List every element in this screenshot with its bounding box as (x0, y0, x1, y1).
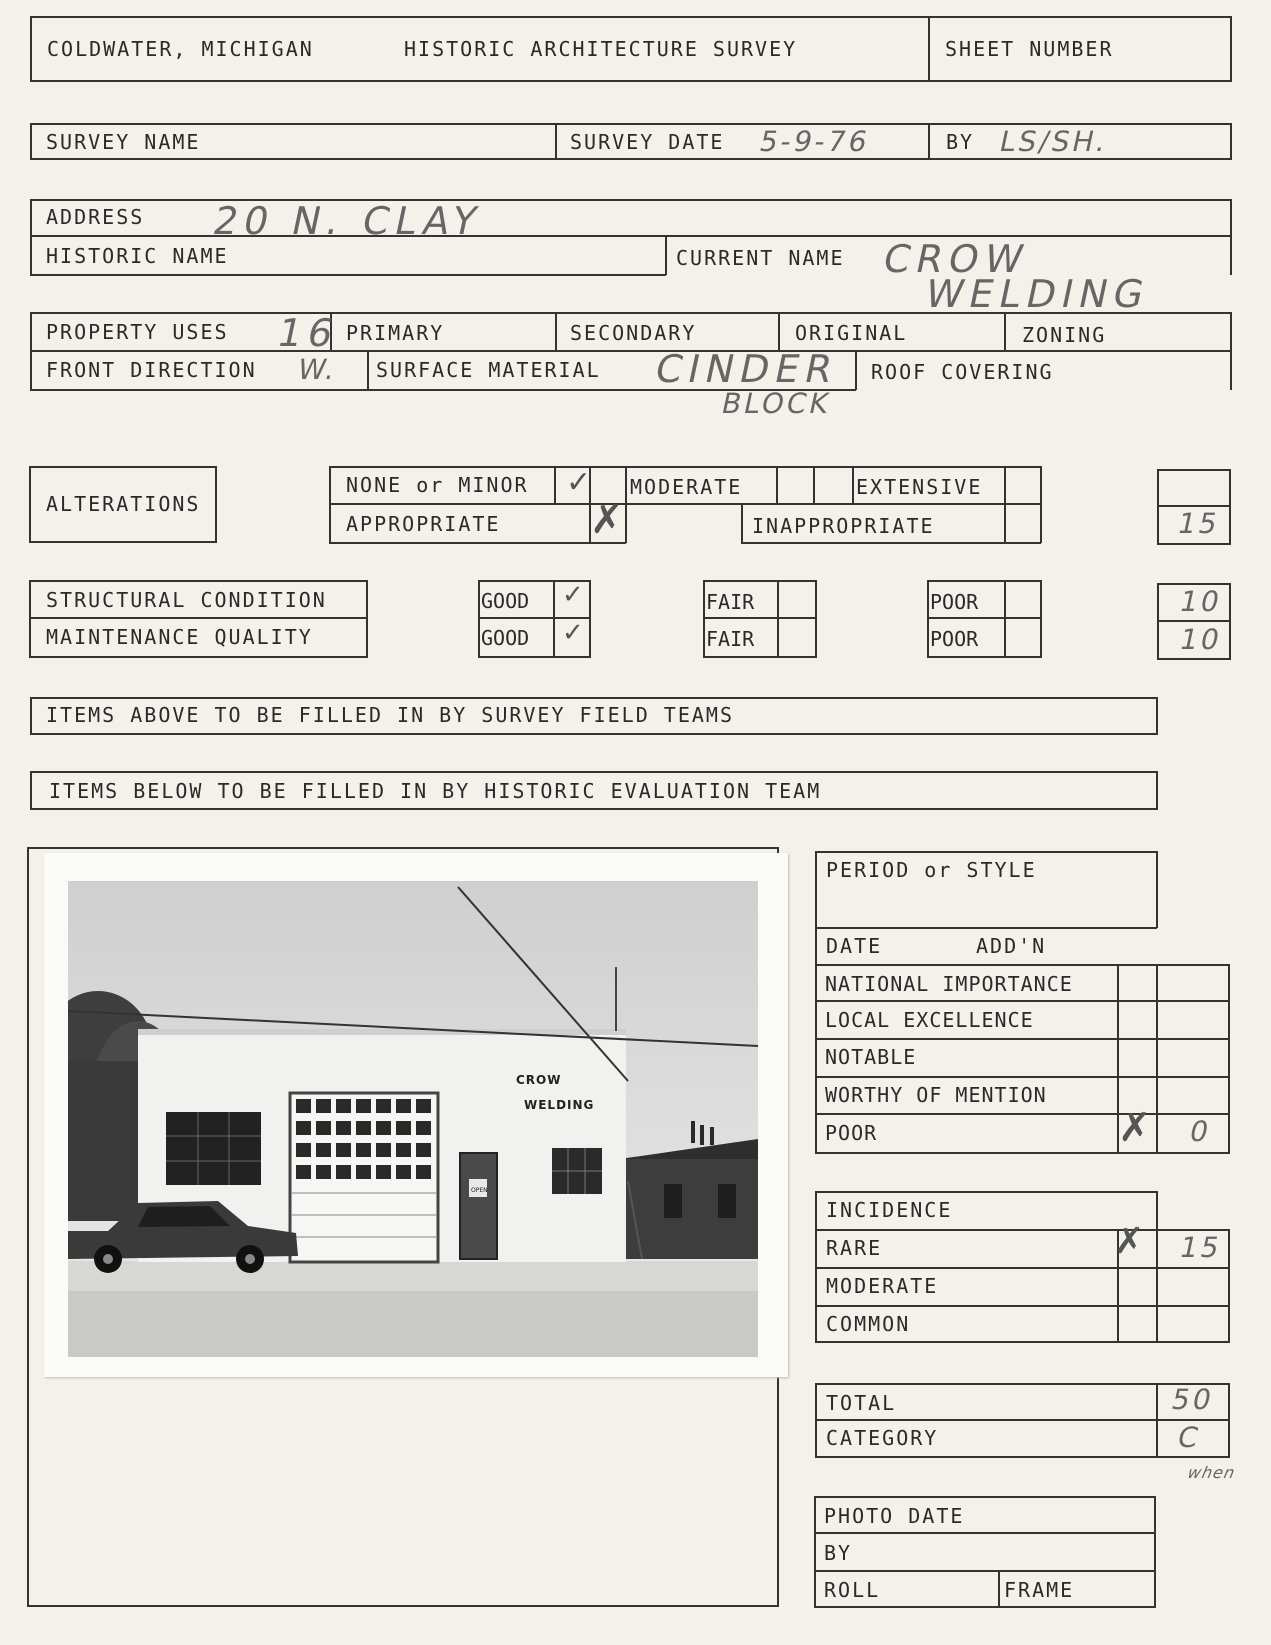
secondary-label: SECONDARY (570, 321, 697, 345)
neighbor-window (664, 1184, 682, 1218)
sheet-number-label: SHEET NUMBER (945, 37, 1114, 61)
survey-name-label: SURVEY NAME (46, 130, 201, 154)
note-below: ITEMS BELOW TO BE FILLED IN BY HISTORIC EVALUATION TEAM (49, 779, 822, 803)
maintenance-good-check: ✓ (562, 618, 584, 648)
surface-material-label: SURFACE MATERIAL (376, 358, 601, 382)
common-label: COMMON (826, 1312, 911, 1336)
eval-poor-score: 0 (1186, 1115, 1215, 1148)
eval-poor-label: POOR (825, 1121, 878, 1145)
sign-welding: WELDING (524, 1098, 595, 1112)
driveway (68, 1261, 758, 1291)
door-sign: OPEN (471, 1187, 488, 1194)
roof-edge (138, 1029, 626, 1035)
photo-by-label: BY (824, 1541, 853, 1565)
addn-label: ADD'N (976, 934, 1047, 958)
period-style-label: PERIOD or STYLE (826, 858, 1037, 882)
tree-trunk (68, 1061, 148, 1221)
neighbor-window (718, 1184, 736, 1218)
structural-poor-label: POOR (930, 590, 979, 614)
car-hubcap (245, 1254, 255, 1264)
maintenance-poor-label: POOR (930, 627, 979, 651)
local-excellence-label: LOCAL EXCELLENCE (825, 1008, 1034, 1032)
zoning-label: ZONING (1022, 323, 1107, 347)
survey-by-value: LS/SH. (996, 125, 1112, 158)
address-label: ADDRESS (46, 205, 145, 229)
rare-score: 15 (1176, 1231, 1226, 1264)
eval-poor-check: ✗ (1118, 1105, 1152, 1151)
structural-fair-label: FAIR (706, 590, 755, 614)
appropriate-check: ✗ (590, 497, 624, 543)
national-importance-label: NATIONAL IMPORTANCE (825, 972, 1073, 996)
category-value: C (1174, 1421, 1205, 1454)
address-value: 20 N. CLAY (209, 199, 487, 243)
maintenance-fair-label: FAIR (706, 627, 755, 651)
structural-good-check: ✓ (562, 580, 584, 610)
moderate-label: MODERATE (630, 475, 743, 499)
car-hubcap (103, 1254, 113, 1264)
chimney (691, 1121, 695, 1143)
current-name-line2: WELDING (921, 272, 1154, 316)
incidence-label: INCIDENCE (826, 1198, 953, 1222)
maintenance-good-label: GOOD (481, 626, 530, 650)
chimney (700, 1125, 704, 1145)
structural-condition-label: STRUCTURAL CONDITION (46, 588, 327, 612)
roll-label: ROLL (824, 1578, 881, 1602)
frame-label: FRAME (1004, 1578, 1075, 1602)
incidence-moderate-label: MODERATE (826, 1274, 939, 1298)
entry-door (460, 1153, 497, 1259)
category-label: CATEGORY (826, 1426, 939, 1450)
total-value: 50 (1168, 1383, 1218, 1416)
rare-label: RARE (826, 1236, 883, 1260)
surface-material-line1: CINDER (651, 347, 843, 391)
appropriate-label: APPROPRIATE (346, 512, 501, 536)
roof-covering-label: ROOF COVERING (871, 360, 1054, 384)
front-direction-value: W. (294, 353, 341, 386)
notable-label: NOTABLE (825, 1045, 917, 1069)
total-label: TOTAL (826, 1391, 897, 1415)
property-uses-label: PROPERTY USES (46, 320, 229, 344)
property-uses-value: 16 (273, 311, 344, 355)
header-title: HISTORIC ARCHITECTURE SURVEY (404, 37, 798, 61)
building-photo (44, 853, 788, 1377)
maintenance-quality-label: MAINTENANCE QUALITY (46, 625, 313, 649)
extensive-label: EXTENSIVE (856, 475, 983, 499)
maintenance-score: 10 (1176, 623, 1226, 656)
photo-scene (68, 881, 758, 1357)
header-location: COLDWATER, MICHIGAN (47, 37, 314, 61)
neighbor-building (620, 1159, 758, 1259)
chimney (710, 1127, 714, 1145)
current-name-line1: CROW (879, 237, 1034, 281)
sign-crow: CROW (516, 1073, 562, 1087)
alterations-label: ALTERATIONS (46, 492, 201, 516)
structural-good-label: GOOD (481, 589, 530, 613)
structural-score: 10 (1176, 585, 1226, 618)
survey-by-label: BY (946, 130, 975, 154)
none-minor-check: ✓ (566, 465, 592, 500)
primary-label: PRIMARY (346, 321, 445, 345)
note-above: ITEMS ABOVE TO BE FILLED IN BY SURVEY FIELD TEAMS (46, 703, 735, 727)
current-name-label: CURRENT NAME (676, 246, 845, 270)
none-minor-label: NONE or MINOR (346, 473, 529, 497)
survey-date-value: 5-9-76 (756, 125, 874, 158)
original-label: ORIGINAL (795, 321, 908, 345)
category-note: when (1186, 1463, 1238, 1482)
survey-date-label: SURVEY DATE (570, 130, 725, 154)
left-window (166, 1112, 261, 1185)
worthy-label: WORTHY OF MENTION (825, 1083, 1047, 1107)
surface-material-line2: BLOCK (718, 387, 835, 420)
rare-check: ✗ (1114, 1221, 1145, 1262)
alterations-score: 15 (1174, 507, 1224, 540)
photo-date-label: PHOTO DATE (824, 1504, 965, 1528)
date-label: DATE (826, 934, 883, 958)
historic-name-label: HISTORIC NAME (46, 244, 229, 268)
inappropriate-label: INAPPROPRIATE (752, 514, 935, 538)
front-direction-label: FRONT DIRECTION (46, 358, 257, 382)
